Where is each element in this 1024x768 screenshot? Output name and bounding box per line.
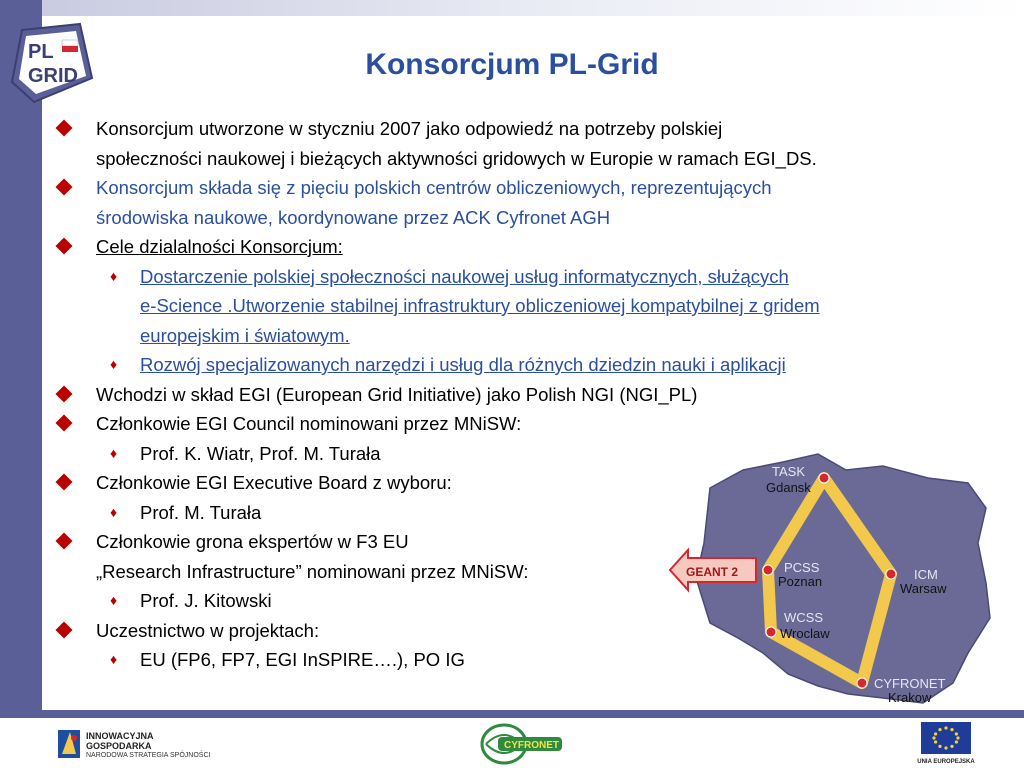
sub-bullet-diamond-icon: ♦ (110, 651, 118, 667)
eu-flag-logo (918, 720, 974, 766)
sub-bullet-diamond-icon: ♦ (110, 356, 118, 372)
bullet-diamond-icon (56, 120, 73, 137)
bullet-diamond-icon (56, 621, 73, 638)
top-gradient-band (42, 0, 1024, 16)
node-task-city: Gdansk (766, 480, 811, 495)
bullet-5: Członkowie EGI Council nominowani przez MNiSW: (58, 409, 998, 439)
bullet-diamond-icon (56, 385, 73, 402)
bullet-1: Konsorcjum utworzone w styczniu 2007 jako odpowiedź na potrzeby polskiej społeczności naukowej i bieżących aktywności gridowych w Europie w ramach EGI_DS. (58, 114, 998, 173)
sub-bullet-diamond-icon: ♦ (110, 503, 118, 520)
bullet-diamond-icon (56, 474, 73, 491)
bullet-diamond-icon (56, 238, 73, 255)
sub-bullet-diamond-icon: ♦ (110, 444, 118, 461)
bullet-6: Członkowie EGI Executive Board z wyboru: (58, 468, 998, 498)
bullet-8: Uczestnictwo w projektach: (58, 616, 998, 646)
node-pcss-name: PCSS (784, 560, 820, 575)
node-task-name: TASK (772, 464, 805, 479)
sub-bullet-diamond-icon: ♦ (110, 267, 118, 284)
sub-bullet-8-1: ♦ EU (FP6, FP7, EGI InSPIRE….), PO IG (58, 645, 998, 675)
cyfronet-logo (476, 722, 566, 766)
left-accent-bar (0, 0, 42, 768)
node-icm-city: Warsaw (900, 581, 947, 596)
logo-text-pl: PL (28, 41, 54, 63)
slide-title: Konsorcjum PL-Grid (365, 48, 659, 81)
poland-network-map (668, 448, 998, 713)
bullet-diamond-icon (56, 179, 73, 196)
sub-bullet-6-1: ♦ Prof. M. Turała (58, 498, 998, 528)
bullet-3: Cele dzialalności Konsorcjum: (58, 232, 998, 262)
ig-line3: NARODOWA STRATEGIA SPÓJNOŚCI (86, 752, 211, 759)
node-task (819, 473, 829, 483)
cyfronet-text: CYFRONET (504, 740, 559, 751)
node-pcss (763, 565, 773, 575)
sub-bullet-diamond-icon: ♦ (110, 592, 118, 608)
node-icm (886, 569, 896, 579)
node-wcss-name: WCSS (784, 610, 823, 625)
sub-bullet-7-1: ♦ Prof. J. Kitowski (58, 586, 998, 616)
logo-text-grid: GRID (28, 65, 78, 87)
bottom-accent-bar (42, 710, 1024, 718)
node-cyfronet-name: CYFRONET (874, 676, 946, 691)
ig-line2: GOSPODARKA (86, 741, 152, 751)
bullet-diamond-icon (56, 533, 73, 550)
node-wcss (766, 627, 776, 637)
node-pcss-city: Poznan (778, 574, 823, 589)
sub-bullet-3-1: ♦ Dostarczenie polskiej społeczności naukowej usług informatycznych, służących e-Science .Utworzenie stabilnej infrastruktury obliczeniowej kompatybilnej z gridem europejskim i światowym. (58, 262, 998, 351)
ig-line1: INNOWACYJNA (86, 731, 154, 741)
bullet-4: Wchodzi w skład EGI (European Grid Initiative) jako Polish NGI (NGI_PL) (58, 380, 998, 410)
bullet-2: Konsorcjum składa się z pięciu polskich centrów obliczeniowych, reprezentujących środowiska naukowe, koordynowane przez ACK Cyfronet AGH (58, 173, 998, 232)
bullet-7: Członkowie grona ekspertów w F3 EU „Research Infrastructure” nominowani przez MNiSW: (58, 527, 998, 586)
node-icm-name: ICM (914, 567, 938, 582)
node-cyfronet (857, 678, 867, 688)
bullet-diamond-icon (56, 415, 73, 432)
node-wcss-city: Wroclaw (780, 626, 830, 641)
node-cyfronet-city: Krakow (888, 690, 932, 705)
innowacyjna-gospodarka-logo (56, 724, 211, 764)
eu-text: UNIA EUROPEJSKA (917, 759, 975, 765)
sub-bullet-5-1: ♦ Prof. K. Wiatr, Prof. M. Turała (58, 439, 998, 469)
geant-label: GEANT 2 (686, 565, 739, 579)
sub-bullet-3-2: ♦ Rozwój specjalizowanych narzędzi i usług dla różnych dziedzin nauki i aplikacji (58, 350, 998, 380)
